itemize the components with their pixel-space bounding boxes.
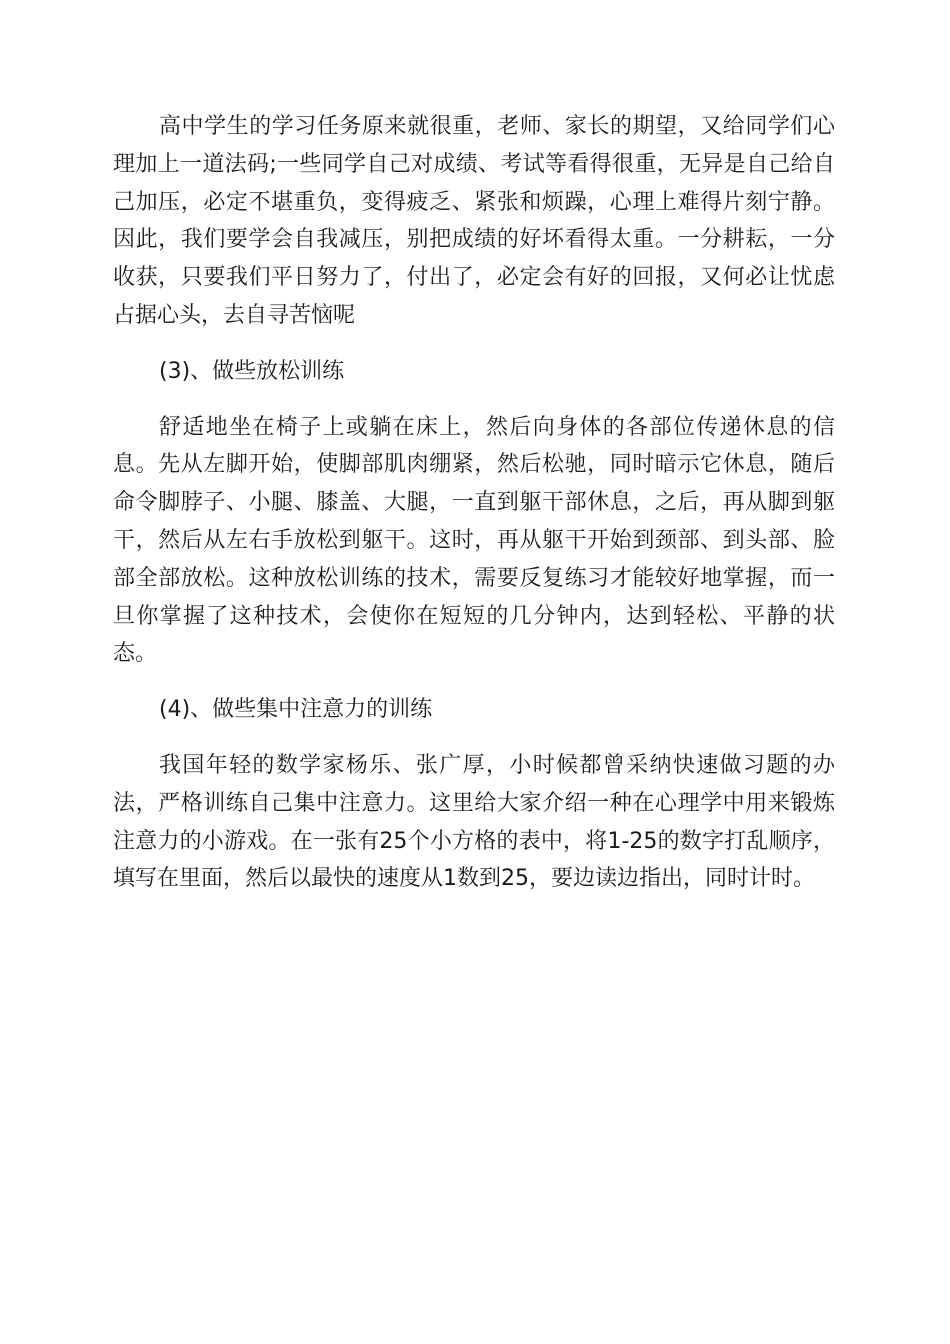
document-body [113,108,835,898]
paragraph-gap [113,673,835,691]
section-heading-relaxation: (3)、做些放松训练 [159,358,345,384]
section-heading-attention: (4)、做些集中注意力的训练 [159,697,433,723]
paragraph-stress-relief: 高中学生的学习任务原来就很重，老师、家长的期望，又给同学们心理加上一道法码;一些同学自己对成绩、考试等看得很重，无异是自己给自己加压，必定不堪重负，变得疲乏、紧张和烦躁，心理上难得片刻宁静。因此，我们要学会自我减压，别把成绩的好坏看得太重。一分耕耘，一分收获，只要我们平日努力了，付出了，必定会有好的回报，又何必让忧虑占据心头，去自寻苦恼呢 [113,114,835,328]
paragraph-gap [113,335,835,353]
paragraph-gap [113,729,835,747]
paragraph-attention-training: 我国年轻的数学家杨乐、张广厚，小时候都曾采纳快速做习题的办法，严格训练自己集中注意力。这里给大家介绍一种在心理学中用来锻炼注意力的小游戏。在一张有25个小方格的表中，将1-25的数字打乱顺序，填写在里面，然后以最快的速度从1数到25，要边读边指出，同时计时。 [113,752,835,892]
paragraph-relaxation-training: 舒适地坐在椅子上或躺在床上，然后向身体的各部位传递休息的信息。先从左脚开始，使脚部肌肉绷紧，然后松驰，同时暗示它休息，随后命令脚脖子、小腿、膝盖、大腿，一直到躯干部休息，之后，再从脚到躯干，然后从左右手放松到躯干。这时，再从躯干开始到颈部、到头部、脸部全部放松。这种放松训练的技术，需要反复练习才能较好地掌握，而一旦你掌握了这种技术，会使你在短短的几分钟内，达到轻松、平静的状态。 [113,414,835,667]
paragraph-gap [113,391,835,409]
